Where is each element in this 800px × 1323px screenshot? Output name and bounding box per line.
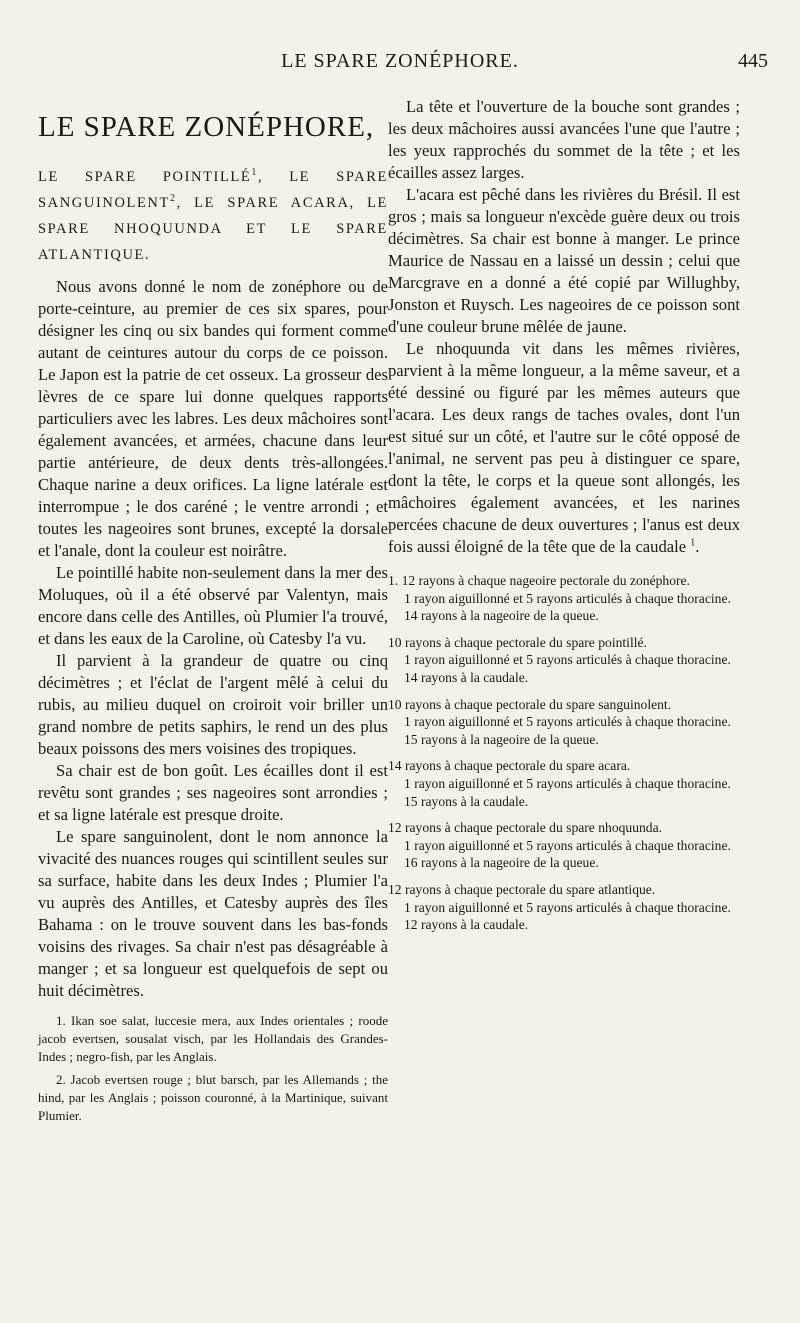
- paragraph: La tête et l'ouverture de la bouche sont grandes ; les deux mâchoires aussi avancées l'une que l'autre ; les yeux rapprochés du sommet de la tête ; et les écailles assez larges.: [388, 97, 740, 182]
- stat-group: [388, 757, 740, 810]
- footnote: 2. Jacob evertsen rouge ; blut barsch, par les Allemands ; the hind, par les Anglais ; poisson couronné, à la Martinique, suivant Plumier.: [38, 1072, 388, 1123]
- paragraph: Sa chair est de bon goût. Les écailles dont il est revêtu sont grandes ; ses nageoires sont arrondies ; et sa ligne latérale est presque droite.: [38, 761, 388, 824]
- stat-line: 10 rayons à chaque pectorale du spare sanguinolent.: [388, 696, 672, 712]
- stat-line: 15 rayons à la nageoire de la queue.: [404, 731, 599, 747]
- stat-line: 1 rayon aiguillonné et 5 rayons articulés à chaque thoracine.: [404, 837, 731, 853]
- paragraph: Il parvient à la grandeur de quatre ou cinq décimètres ; et l'éclat de l'argent mêlé à celui du rubis, au milieu duquel on croiroit voir briller un grand nombre de petits saphirs, le rend un des plus beaux poissons des mers voisines des tropiques.: [38, 651, 388, 758]
- stat-line: 1 rayon aiguillonné et 5 rayons articulés à chaque thoracine.: [404, 714, 731, 730]
- stat-line: 12 rayons à la caudale.: [404, 917, 529, 933]
- stat-group: [388, 881, 740, 934]
- subtitle-part: LE SPARE POINTILLÉ: [38, 169, 252, 185]
- footnote-ref: 1: [251, 167, 258, 179]
- stat-line: 15 rayons à la caudale.: [404, 793, 529, 809]
- paragraph: Le pointillé habite non-seulement dans la mer des Moluques, où il a été observé par Valentyn, mais encore dans celle des Antilles, où Plumier l'a trouvé, et dans les eaux de la Caroline, où Catesby l'a vu.: [38, 563, 388, 648]
- stat-line: 16 rayons à la nageoire de la queue.: [404, 855, 599, 871]
- stat-line: 12 rayons à chaque pectorale du spare atlantique.: [388, 881, 656, 897]
- paragraph: L'acara est pêché dans les rivières du Brésil. Il est gros ; mais sa longueur n'excède guère deux ou trois décimètres. Sa chair est bonne à manger. Le prince Maurice de Nassau en a laissé un dessin ; celui que Marcgrave en a donné a été copié par Willughby, Jonston et Ruysch. Les nageoires de ce poisson sont d'une couleur brune mêlée de jaune.: [388, 185, 740, 336]
- running-head: LE SPARE ZONÉPHORE.: [281, 50, 519, 72]
- paragraph: Nous avons donné le nom de zonéphore ou de porte-ceinture, au premier de ces six spares, pour désigner les cinq ou six bandes qui forment comme autant de ceintures autour du corps de ce poisson. Le Japon est la patrie de cet osseux. La grosseur des lèvres de ce spare lui donne quelques rapports particuliers avec les labres. Les deux mâchoires sont également avancées, et armées, chacune dans leur partie antérieure, de deux dents très-allongées. Chaque narine a deux orifices. La ligne latérale est interrompue ; le dos caréné ; le ventre arrondi ; et toutes les nageoires sont brunes, excepté la dorsale et l'anale, dont la couleur est noirâtre.: [38, 277, 388, 560]
- stat-line: 10 rayons à chaque pectorale du spare pointillé.: [388, 634, 647, 650]
- stat-group: [388, 696, 740, 749]
- fin-ray-counts: [388, 572, 740, 934]
- footnote-ref: 2: [169, 193, 177, 205]
- footnote: 1. Ikan soe salat, luccesie mera, aux Indes orientales ; roode jacob evertsen, sousalat visch, par les Hollandais des Grandes-Indes ; negro-fish, par les Anglais.: [38, 1013, 388, 1064]
- stat-line: 14 rayons à la caudale.: [404, 669, 529, 685]
- paragraph-text: Le nhoquunda vit dans les mêmes rivières, parvient à la même longueur, a la même saveur, et a été dessiné ou figuré par les mêmes auteurs que l'acara. Les deux rangs de taches ovales, dont l'un est situé sur un côté, et l'autre sur le côté opposé de l'animal, ne servent pas peu à distinguer ce spare, dont la tête, le corps et la queue sont allongés, les mâchoires également avancées, et les narines percées chacune de deux ouvertures ; l'anus est deux fois aussi éloigné de la tête que de la caudale: [388, 339, 740, 556]
- stat-line: 1 rayon aiguillonné et 5 rayons articulés à chaque thoracine.: [404, 590, 731, 606]
- subtitle-part: , LE SPARE ACARA, LE SPARE NHOQUUNDA ET LE SPARE ATLANTIQUE.: [38, 195, 388, 263]
- stat-line: 1 rayon aiguillonné et 5 rayons articulés à chaque thoracine.: [404, 652, 731, 668]
- stat-group: [388, 572, 740, 625]
- stat-line: 1. 12 rayons à chaque nageoire pectorale du zonéphore.: [388, 573, 690, 588]
- left-column: [38, 96, 388, 1130]
- stat-line: 1 rayon aiguillonné et 5 rayons articulés à chaque thoracine.: [404, 899, 731, 915]
- chapter-title: LE SPARE ZONÉPHORE,: [38, 111, 375, 143]
- paragraph: Le spare sanguinolent, dont le nom annonce la vivacité des nuances rouges qui scintillent seules sur sa surface, habite dans les deux Indes ; Plumier l'a vu auprès des Antilles, et Catesby auprès des îles Bahama : on le trouve souvent dans les bas-fonds voisins des rivages. Sa chair n'est pas désagréable à manger ; et sa longueur est quelquefois de sept ou huit décimètres.: [38, 827, 388, 1000]
- stat-line: 14 rayons à la nageoire de la queue.: [404, 608, 599, 624]
- right-column: [388, 96, 740, 943]
- stat-group: [388, 634, 740, 687]
- page-number: 445: [738, 50, 768, 72]
- paragraph: Le nhoquunda vit dans les mêmes rivières, parvient à la même longueur, a la même saveur, et a été dessiné ou figuré par les mêmes auteurs que l'acara. Les deux rangs de taches ovales, dont l'un est situé sur un côté, et l'autre sur le côté opposé de l'animal, ne servent pas peu à distinguer ce spare, dont la tête, le corps et la queue sont allongés, les mâchoires également avancées, et les narines percées chacune de deux ouvertures ; l'anus est deux fois aussi éloigné de la tête que de la caudale $^1$.: [388, 339, 740, 556]
- stat-line: 14 rayons à chaque pectorale du spare acara.: [388, 758, 631, 774]
- stat-group: [388, 819, 740, 872]
- subtitle-part: , LE SPARE SANGUINOLENT: [38, 169, 388, 211]
- stat-line: 1 rayon aiguillonné et 5 rayons articulés à chaque thoracine.: [404, 775, 731, 791]
- footnote-ref: 1: [690, 537, 696, 549]
- stat-line: 12 rayons à chaque pectorale du spare nhoquunda.: [388, 820, 663, 836]
- footnotes: [38, 1012, 388, 1125]
- chapter-subtitle: [38, 164, 388, 268]
